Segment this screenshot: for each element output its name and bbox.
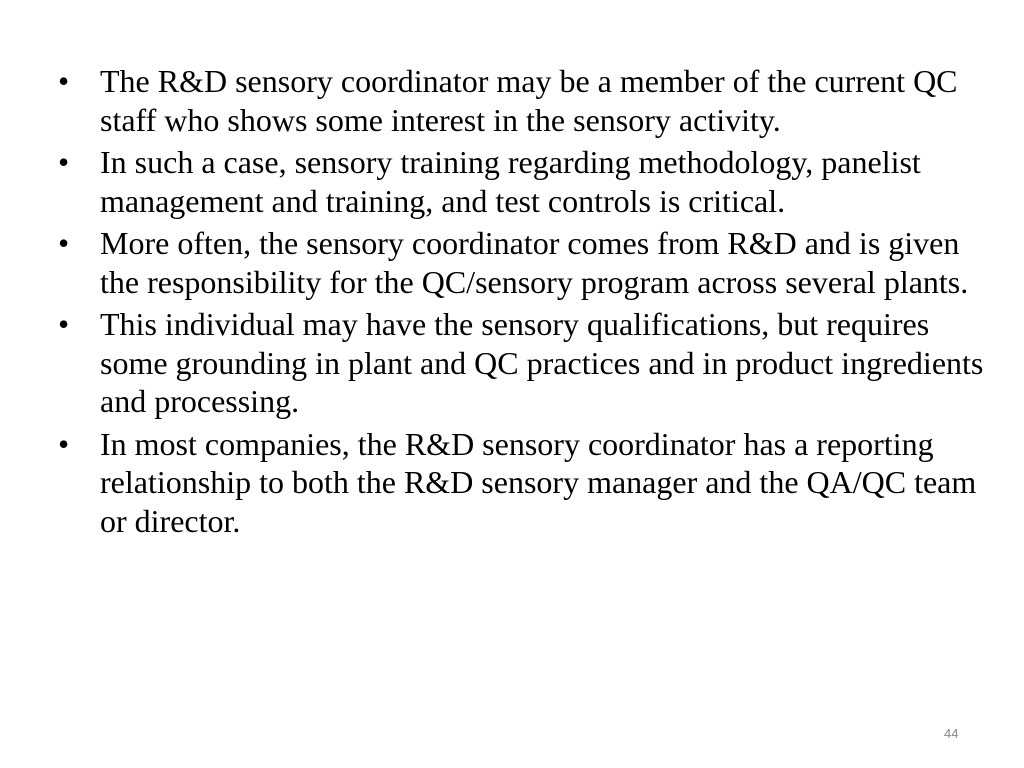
bullet-text: This individual may have the sensory qualifications, but requires some grounding in plant and QC practices and in product ingredients and processing. <box>100 306 984 419</box>
bullet-text: More often, the sensory coordinator comes from R&D and is given the responsibility for the QC/sensory program across several plants. <box>100 225 969 300</box>
bullet-icon: • <box>58 425 70 462</box>
bullet-item <box>56 425 986 541</box>
bullet-text: In such a case, sensory training regarding methodology, panelist management and training, and test controls is critical. <box>100 144 921 219</box>
bullet-icon: • <box>58 225 70 261</box>
bullet-item <box>56 224 986 301</box>
bullet-list <box>56 62 986 544</box>
bullet-item <box>56 143 986 220</box>
bullet-text: In most companies, the R&D sensory coordinator has a reporting relationship to both the R&D sensory manager and the QA/QC team or director. <box>100 425 977 539</box>
bullet-item <box>56 305 986 421</box>
bullet-icon: • <box>58 63 70 99</box>
page-number: 44 <box>944 726 959 741</box>
bullet-item <box>56 62 986 139</box>
bullet-icon: • <box>58 144 70 180</box>
bullet-text: The R&D sensory coordinator may be a member of the current QC staff who shows some interest in the sensory activity. <box>100 63 958 138</box>
bullet-icon: • <box>58 306 70 342</box>
